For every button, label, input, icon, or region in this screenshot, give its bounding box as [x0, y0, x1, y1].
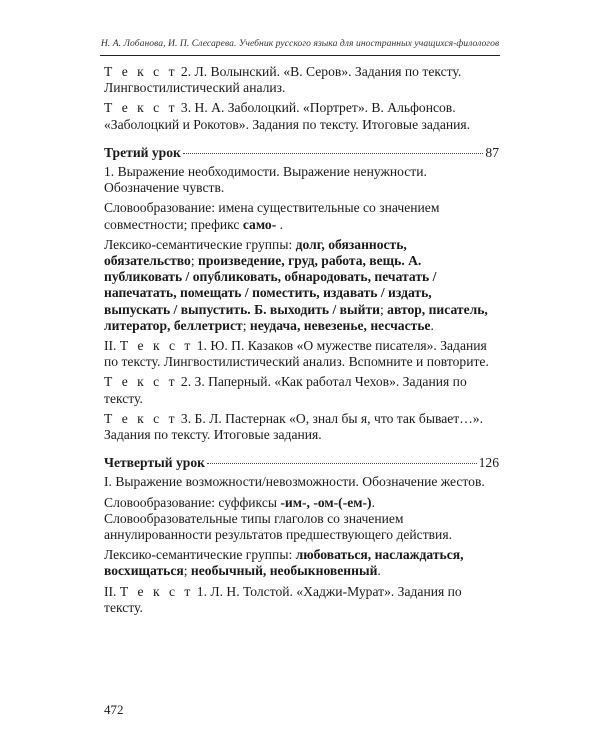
bold-term: автор, писатель, литератор, беллетрист: [104, 301, 488, 333]
toc-entry-text3: [104, 100, 499, 132]
bold-term: -им-, -ом-(-ем-): [280, 494, 372, 510]
entry-text: Словообразование: суффиксы: [104, 494, 281, 510]
text-label: Т е к с т: [104, 410, 178, 426]
entry-text: . Словообразовательные типы глаголов со значением аннулированности результатов предшествующего действия.: [104, 494, 452, 543]
bold-term: неудача, невезенье, несчастье: [249, 317, 431, 333]
separator: ;: [242, 317, 250, 333]
separator: .: [430, 317, 434, 333]
lesson4-word-formation: [104, 495, 499, 544]
separator: ;: [379, 301, 388, 317]
text-label: Т е к с т: [104, 64, 178, 79]
lesson3-lexical-groups: [104, 237, 499, 334]
running-head: Н. А. Лобанова, И. П. Слесарева. Учебник русского языка для иностранных учащихся-филологов: [100, 38, 500, 49]
text-label: Т е к с т: [104, 100, 178, 116]
lesson3-text2: [104, 374, 499, 406]
entry-text: 2. Л. Волынский. «В. Серов». Задания по тексту. Лингвостилистический анализ.: [104, 64, 462, 96]
dot-leader: [207, 463, 477, 464]
lesson3-text1: [104, 338, 499, 370]
separator: .: [377, 563, 381, 579]
entry-text: 3. Б. Л. Пастернак «О, знал бы я, что так бывает…». Задания по тексту. Итоговые задания.: [104, 410, 484, 443]
entry-text: 3. Н. А. Заболоцкий. «Портрет». В. Альфонсов. «Заболоцкий и Рокотов». Задания по тексту. Итоговые задания.: [104, 100, 471, 132]
header-rule: [100, 55, 500, 56]
bold-term: само-: [242, 216, 277, 232]
entry-text: .: [276, 216, 284, 232]
separator: ;: [190, 253, 198, 269]
entry-text: Лексико-семантические группы:: [104, 236, 296, 252]
lesson3-page-number: 87: [485, 144, 499, 160]
bold-term: долг, обязанность, обязательство: [104, 236, 407, 269]
lesson4-heading[interactable]: [104, 455, 499, 471]
entry-text: II.: [104, 583, 120, 599]
lesson4-topic: I. Выражение возможности/невозможности. Обозначение жестов.: [104, 474, 485, 490]
lesson4-page-number: 126: [478, 455, 499, 471]
toc-entry-text2: [104, 64, 499, 96]
lesson3-word-formation: [104, 200, 499, 232]
lesson3-heading[interactable]: [104, 145, 499, 161]
entry-text: II.: [104, 338, 120, 354]
text-label: Т е к с т: [119, 338, 194, 354]
entry-text: 2. З. Паперный. «Как работал Чехов». Задания по тексту.: [104, 374, 467, 406]
dot-leader: [183, 153, 484, 154]
lesson3-text3: [104, 411, 499, 443]
table-of-contents: [104, 64, 499, 620]
lesson3-topic: 1. Выражение необходимости. Выражение ненужности. Обозначение чувств.: [104, 164, 427, 196]
entry-text: Словообразование: имена существительные со значением совместности; префикс: [104, 200, 440, 232]
text-label: Т е к с т: [104, 374, 178, 390]
text-label: Т е к с т: [119, 583, 194, 599]
bold-term: произведение, груд, работа, вещь. А. публиковать / опубликовать, обнародовать, печатать / напечатать, помещать / поместить, издавать / издать, выпускать / выпустить. Б. выходить / выйти: [104, 253, 437, 317]
lesson4-text1: [104, 584, 499, 616]
bold-term: любоваться, наслаждаться, восхищаться: [104, 547, 464, 579]
entry-text: 1. Л. Н. Толстой. «Хаджи-Мурат». Задания по тексту.: [104, 583, 462, 615]
entry-text: Лексико-семантические группы:: [104, 547, 296, 563]
bold-term: необычный, необыкновенный: [190, 563, 378, 579]
page-number: 472: [104, 702, 124, 717]
separator: ;: [183, 563, 191, 579]
lesson4-lexical-groups: [104, 547, 499, 579]
entry-text: 1. Ю. П. Казаков «О мужестве писателя». Задания по тексту. Лингвостилистический анализ. Вспомните и повторите.: [104, 338, 489, 370]
lesson4-title: Четвертый урок: [104, 455, 205, 471]
lesson3-title: Третий урок: [104, 144, 181, 160]
